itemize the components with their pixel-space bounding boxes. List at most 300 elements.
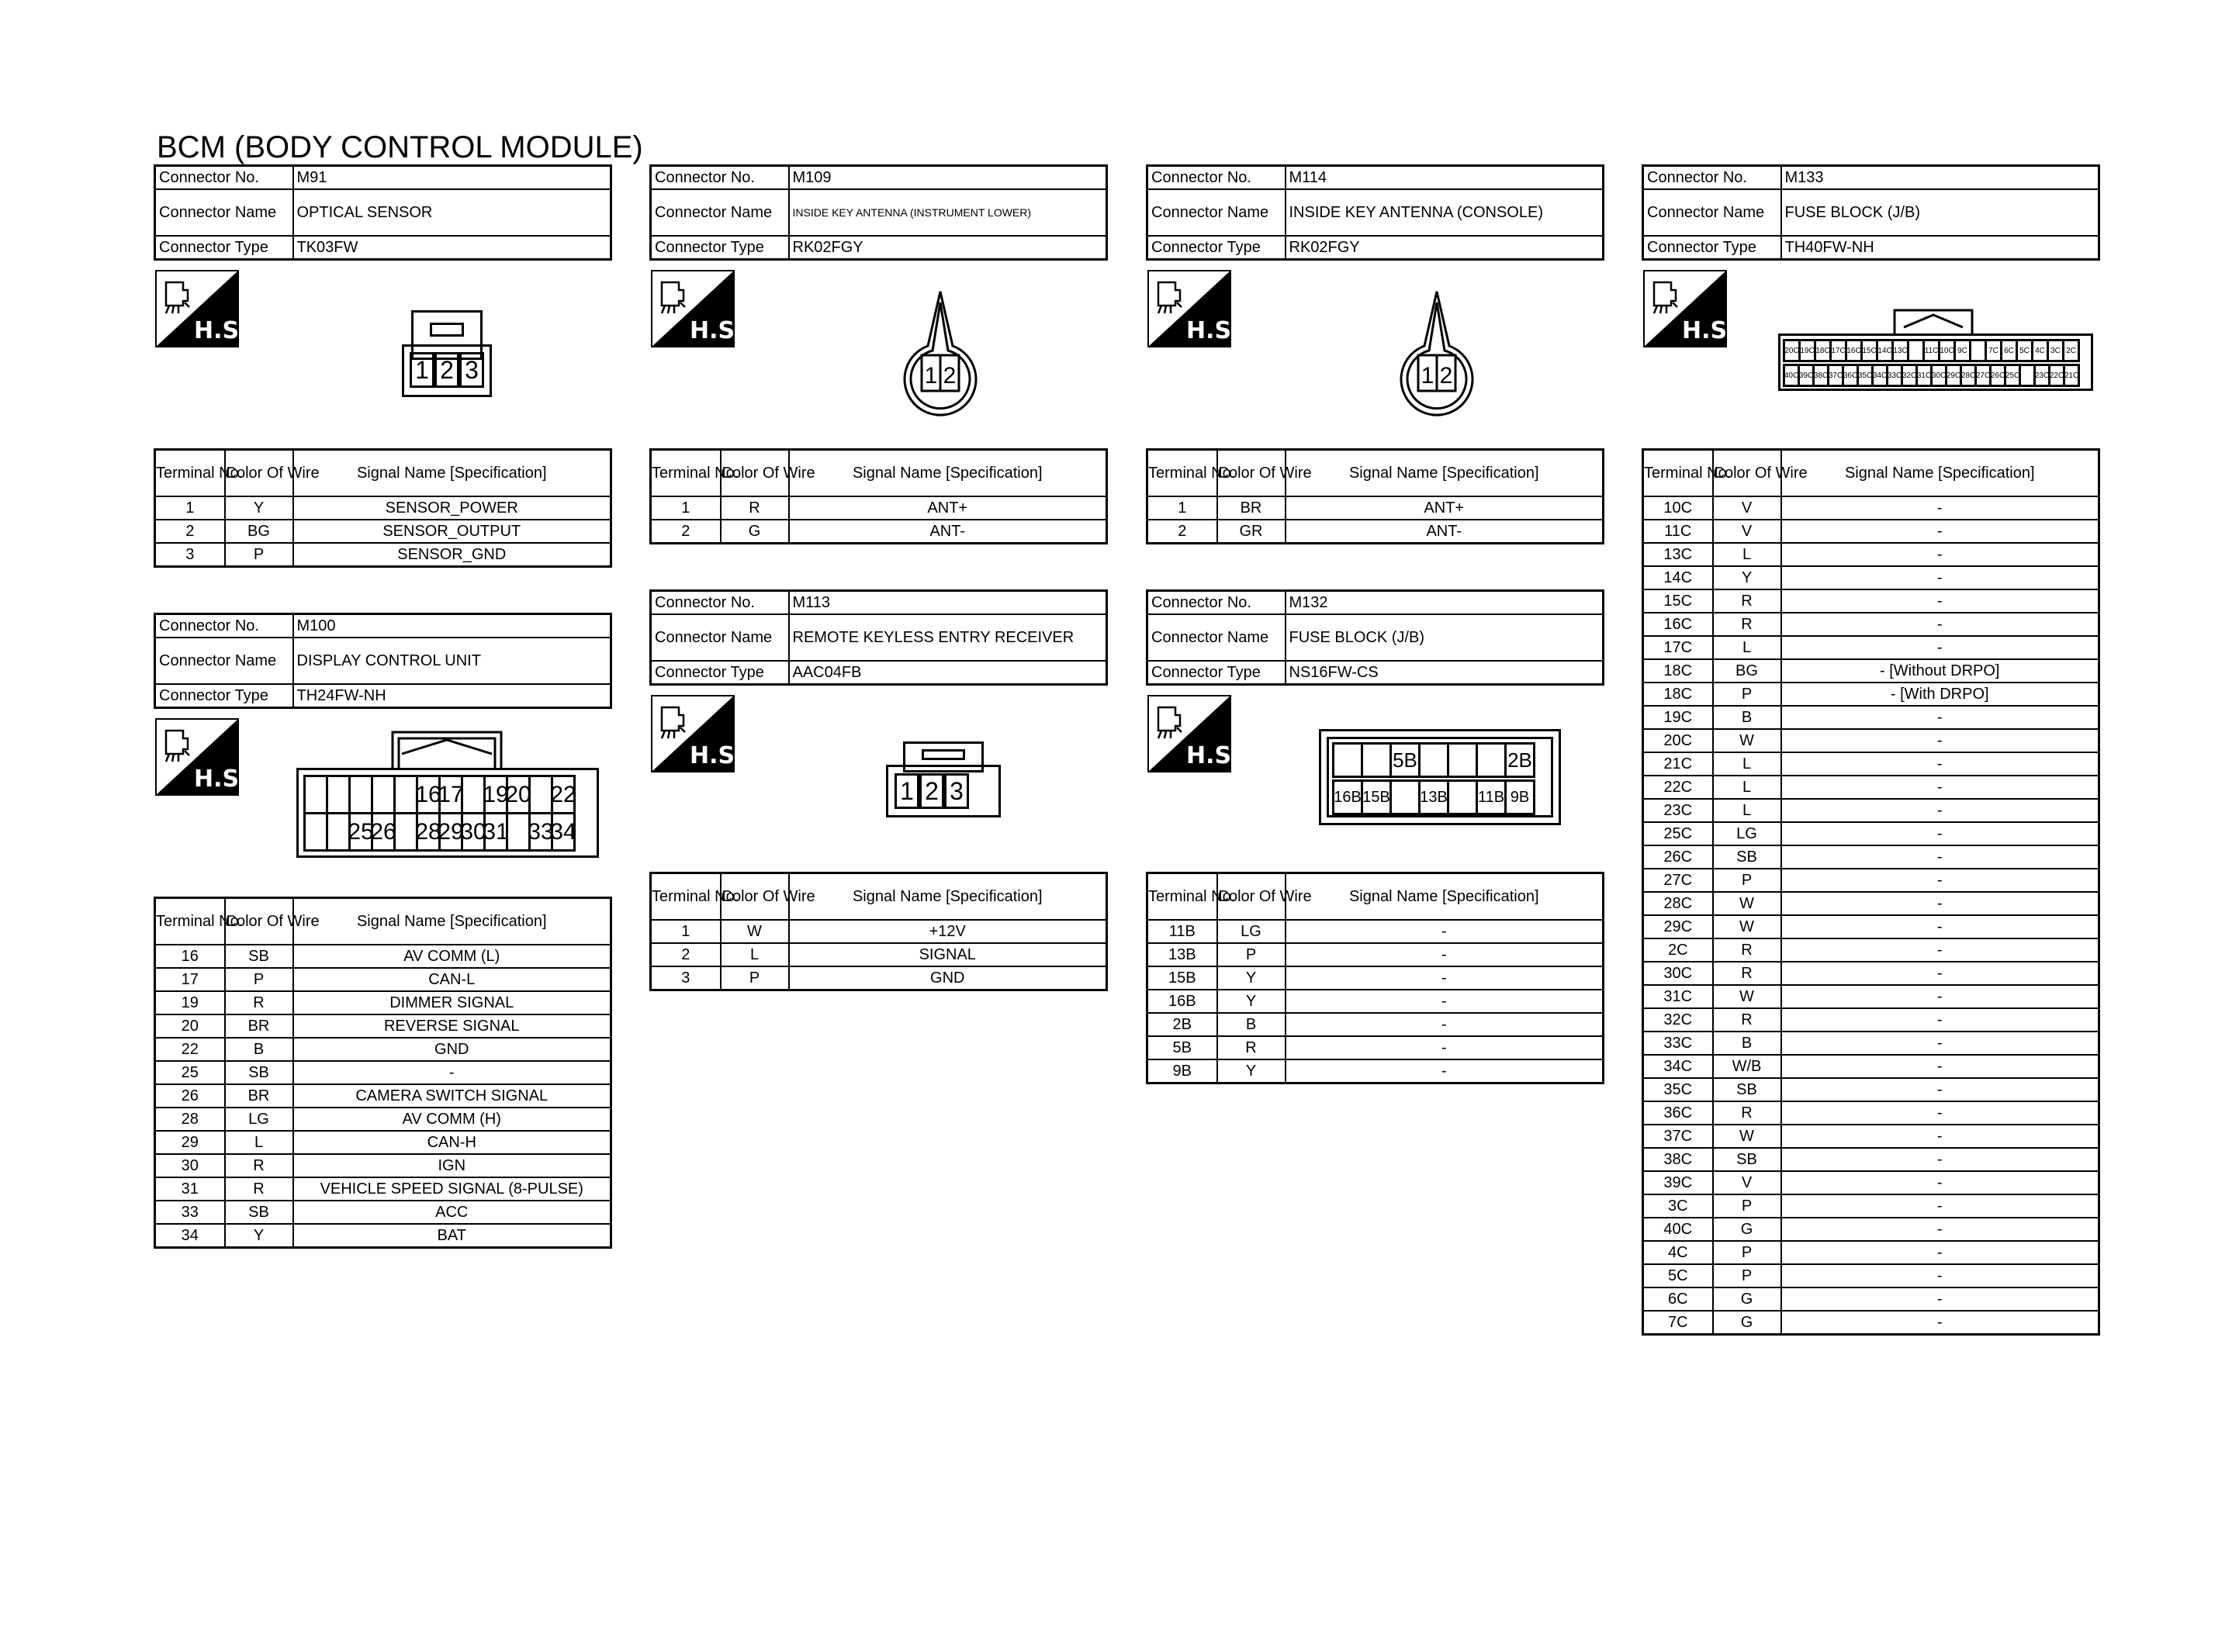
terminal-table-m114: [1146, 448, 1604, 544]
table-row: [155, 1014, 611, 1038]
cell: 3: [155, 543, 225, 567]
pin-cell: 13C: [1891, 339, 1909, 362]
pin-cell: 25: [348, 812, 373, 852]
cell: B: [1713, 1032, 1781, 1055]
pin-cell: 26C: [1989, 364, 2006, 387]
connector-m113-info: [649, 589, 1108, 686]
pin-1: 1: [924, 363, 938, 389]
label-connector-name: Connector Name: [1147, 614, 1286, 661]
cell: LG: [1713, 822, 1781, 845]
cell: 2: [155, 520, 225, 543]
table-row: [1643, 869, 2099, 892]
cell: 1: [155, 496, 225, 520]
pin-cell: [303, 812, 328, 852]
cell: -: [1781, 938, 2099, 962]
cell: -: [1781, 1194, 2099, 1218]
table-row: [1643, 915, 2099, 938]
cell: SIGNAL: [789, 943, 1107, 966]
cell: P: [1713, 1241, 1781, 1264]
cell: SENSOR_POWER: [293, 496, 611, 520]
label-connector-name: Connector Name: [1147, 189, 1286, 236]
cell: 29C: [1643, 915, 1713, 938]
table-row: [1643, 589, 2099, 613]
cell: -: [1781, 729, 2099, 752]
table-row: [1643, 1171, 2099, 1194]
cell: -: [1781, 1055, 2099, 1078]
cell: R: [225, 991, 293, 1014]
cell: 11C: [1643, 520, 1713, 543]
label-connector-no: Connector No.: [155, 614, 293, 638]
cell: -: [1781, 613, 2099, 636]
pin-1: 1: [1421, 363, 1434, 389]
cell: V: [1713, 1171, 1781, 1194]
pin-cell: 37C: [1827, 364, 1844, 387]
harness-side-icon: [1643, 270, 1736, 347]
cell: V: [1713, 496, 1781, 520]
pin-cell: 28C: [1960, 364, 1977, 387]
table-row: [651, 496, 1107, 520]
table-row: [1643, 1311, 2099, 1335]
cell: -: [1781, 1125, 2099, 1148]
cell: 1: [651, 496, 721, 520]
cell: SB: [225, 1061, 293, 1084]
connector-m100-info: [154, 613, 612, 709]
cell: -: [1781, 845, 2099, 869]
cell: 19C: [1643, 706, 1713, 729]
cell: L: [1713, 636, 1781, 659]
connector-latch: [296, 731, 599, 769]
pin-cell: 32C: [1901, 364, 1918, 387]
cell: BG: [1713, 659, 1781, 683]
table-row: [1643, 496, 2099, 520]
terminal-table-m100: [154, 897, 612, 1249]
cell: P: [1713, 1194, 1781, 1218]
cell: 20C: [1643, 729, 1713, 752]
label-connector-name: Connector Name: [651, 189, 789, 236]
label-connector-type: Connector Type: [651, 236, 789, 260]
connector-type: TK03FW: [293, 236, 611, 260]
cell: G: [1713, 1287, 1781, 1311]
cell: -: [1286, 1036, 1604, 1059]
pin-cell: 39C: [1798, 364, 1815, 387]
cell: L: [1713, 799, 1781, 822]
cell: Y: [1217, 966, 1286, 990]
cell: L: [1713, 752, 1781, 776]
cell: BR: [225, 1084, 293, 1108]
cell: 36C: [1643, 1101, 1713, 1125]
cell: 21C: [1643, 752, 1713, 776]
cell: -: [1286, 920, 1604, 943]
table-row: [1643, 985, 2099, 1008]
cell: 39C: [1643, 1171, 1713, 1194]
cell: 17C: [1643, 636, 1713, 659]
cell: P: [225, 968, 293, 991]
connector-name: FUSE BLOCK (J/B): [1286, 614, 1604, 661]
pin-cell: [393, 812, 418, 852]
connector-no: M114: [1286, 166, 1604, 190]
connector-name: DISPLAY CONTROL UNIT: [293, 638, 611, 684]
cell: P: [1217, 943, 1286, 966]
pin-cell: [506, 812, 531, 852]
table-row: [1643, 566, 2099, 589]
table-row: [155, 1131, 611, 1154]
table-row: [1643, 636, 2099, 659]
table-row: [1643, 659, 2099, 683]
cell: 40C: [1643, 1218, 1713, 1241]
pin-cell: 17: [438, 775, 463, 814]
hs-label: H.S.: [690, 317, 744, 344]
cell: -: [1781, 1148, 2099, 1171]
cell: -: [1781, 1101, 2099, 1125]
cell: P: [225, 543, 293, 567]
cell: -: [1781, 962, 2099, 985]
table-row: [155, 991, 611, 1014]
cell: 35C: [1643, 1078, 1713, 1101]
pin-cell: [1447, 779, 1478, 815]
header-terminal: Terminal No.: [1147, 450, 1217, 497]
pin-cell: [326, 812, 351, 852]
table-row: [1643, 706, 2099, 729]
pin-3: 3: [944, 773, 969, 809]
cell: -: [1781, 752, 2099, 776]
connector-type: RK02FGY: [789, 236, 1107, 260]
table-row: [155, 945, 611, 968]
cell: -: [1781, 776, 2099, 799]
pin-cell: 33C: [1886, 364, 1903, 387]
connector-name: OPTICAL SENSOR: [293, 189, 611, 236]
cell: SENSOR_GND: [293, 543, 611, 567]
cell: -: [1781, 869, 2099, 892]
pin-cell: 27C: [1974, 364, 1992, 387]
pin-cell: 19: [483, 775, 508, 814]
cell: 2: [651, 943, 721, 966]
table-row: [1643, 683, 2099, 706]
table-row: [1643, 799, 2099, 822]
pin-cell: 13B: [1418, 779, 1449, 815]
cell: P: [1713, 869, 1781, 892]
cell: BR: [225, 1014, 293, 1038]
pin-cell: 25C: [2004, 364, 2021, 387]
cell: Y: [1713, 566, 1781, 589]
cell: 16B: [1147, 990, 1217, 1013]
cell: -: [293, 1061, 611, 1084]
cell: W: [1713, 729, 1781, 752]
cell: R: [225, 1154, 293, 1177]
cell: W: [1713, 1125, 1781, 1148]
cell: BG: [225, 520, 293, 543]
harness-side-icon: [1147, 695, 1241, 772]
cell: 18C: [1643, 683, 1713, 706]
pin-cell: 22: [551, 775, 576, 814]
connector-m91-face: [402, 310, 492, 397]
connector-name: INSIDE KEY ANTENNA (CONSOLE): [1286, 189, 1604, 236]
connector-m132-face: [1319, 729, 1561, 825]
header-signal: Signal Name [Specification]: [1286, 873, 1604, 921]
table-row: [155, 520, 611, 543]
pin-cell: 17C: [1829, 339, 1847, 362]
cell: -: [1781, 589, 2099, 613]
connector-latch: [1778, 309, 2093, 337]
cell: 4C: [1643, 1241, 1713, 1264]
cell: R: [1713, 613, 1781, 636]
table-row: [1643, 1148, 2099, 1171]
connector-type: NS16FW-CS: [1286, 661, 1604, 685]
table-row: [1643, 1194, 2099, 1218]
cell: -: [1781, 1287, 2099, 1311]
hs-label: H.S.: [1682, 317, 1736, 344]
pin-cell: 4C: [2031, 339, 2049, 362]
cell: 19: [155, 991, 225, 1014]
table-row: [155, 1061, 611, 1084]
cell: R: [1713, 938, 1781, 962]
header-signal: Signal Name [Specification]: [293, 450, 611, 497]
cell: GND: [789, 966, 1107, 990]
cell: R: [1713, 1008, 1781, 1032]
connector-name: INSIDE KEY ANTENNA (INSTRUMENT LOWER): [789, 189, 1107, 236]
header-signal: Signal Name [Specification]: [789, 450, 1107, 497]
cell: 16C: [1643, 613, 1713, 636]
header-signal: Signal Name [Specification]: [1781, 450, 2099, 497]
label-connector-no: Connector No.: [1147, 166, 1286, 190]
cell: -: [1781, 706, 2099, 729]
cell: -: [1781, 1008, 2099, 1032]
table-row: [155, 968, 611, 991]
cell: 3C: [1643, 1194, 1713, 1218]
hs-label: H.S.: [690, 742, 744, 769]
connector-type: RK02FGY: [1286, 236, 1604, 260]
pin-cell: 14C: [1876, 339, 1894, 362]
cell: -: [1286, 990, 1604, 1013]
pin-cell: 15B: [1361, 779, 1392, 815]
cell: 10C: [1643, 496, 1713, 520]
cell: AV COMM (L): [293, 945, 611, 968]
table-row: [1643, 845, 2099, 869]
cell: LG: [225, 1108, 293, 1131]
connector-m109-info: [649, 164, 1108, 261]
pin-cell: 7C: [1985, 339, 2002, 362]
table-row: [155, 1038, 611, 1061]
header-terminal: Terminal No.: [651, 873, 721, 921]
pin-cell: 36C: [1842, 364, 1859, 387]
pin-cell: 3C: [2047, 339, 2064, 362]
header-color: Color Of Wire: [1713, 450, 1781, 497]
connector-m133-face: [1778, 309, 2093, 391]
cell: 15B: [1147, 966, 1217, 990]
pin-cell: [461, 775, 486, 814]
header-color: Color Of Wire: [1217, 450, 1286, 497]
cell: 34C: [1643, 1055, 1713, 1078]
cell: -: [1781, 1032, 2099, 1055]
table-row: [1147, 1036, 1604, 1059]
pin-cell: [1418, 742, 1449, 778]
cell: 15C: [1643, 589, 1713, 613]
cell: SB: [1713, 1148, 1781, 1171]
antenna-connector-shape: [901, 289, 979, 402]
cell: 14C: [1643, 566, 1713, 589]
page-title: BCM (BODY CONTROL MODULE): [157, 130, 643, 164]
label-connector-no: Connector No.: [651, 591, 789, 615]
cell: SB: [1713, 1078, 1781, 1101]
connector-no: M132: [1286, 591, 1604, 615]
cell: CAN-L: [293, 968, 611, 991]
table-row: [155, 496, 611, 520]
label-connector-type: Connector Type: [651, 661, 789, 685]
cell: 5B: [1147, 1036, 1217, 1059]
cell: -: [1781, 1078, 2099, 1101]
cell: IGN: [293, 1154, 611, 1177]
cell: 18C: [1643, 659, 1713, 683]
cell: R: [1713, 1101, 1781, 1125]
table-row: [651, 943, 1107, 966]
cell: 28C: [1643, 892, 1713, 915]
pin-cell: 18C: [1814, 339, 1832, 362]
label-connector-no: Connector No.: [1147, 591, 1286, 615]
pin-cell: 19C: [1798, 339, 1816, 362]
table-row: [155, 1084, 611, 1108]
cell: 31C: [1643, 985, 1713, 1008]
connector-no: M113: [789, 591, 1107, 615]
pin-cell: 22C: [2048, 364, 2065, 387]
cell: 38C: [1643, 1148, 1713, 1171]
connector-name: FUSE BLOCK (J/B): [1781, 189, 2099, 236]
cell: P: [1713, 683, 1781, 706]
cell: 37C: [1643, 1125, 1713, 1148]
header-signal: Signal Name [Specification]: [789, 873, 1107, 921]
hs-label: H.S.: [194, 766, 248, 793]
cell: 20: [155, 1014, 225, 1038]
pin-cell: 2C: [2062, 339, 2080, 362]
pin-cell: [1447, 742, 1478, 778]
cell: ACC: [293, 1201, 611, 1224]
pin-cell: 40C: [1783, 364, 1800, 387]
pin-2: 2: [1439, 363, 1453, 389]
cell: 3: [651, 966, 721, 990]
cell: -: [1781, 822, 2099, 845]
label-connector-no: Connector No.: [651, 166, 789, 190]
table-row: [1147, 1013, 1604, 1036]
connector-m133-info: [1642, 164, 2100, 261]
table-row: [1147, 920, 1604, 943]
connector-no: M133: [1781, 166, 2099, 190]
header-terminal: Terminal No.: [155, 898, 225, 945]
cell: 22C: [1643, 776, 1713, 799]
pin-cell: 11C: [1922, 339, 1940, 362]
cell: 11B: [1147, 920, 1217, 943]
cell: -: [1781, 496, 2099, 520]
cell: -: [1781, 1171, 2099, 1194]
pin-cell: 28: [416, 812, 441, 852]
cell: 2B: [1147, 1013, 1217, 1036]
cell: REVERSE SIGNAL: [293, 1014, 611, 1038]
cell: LG: [1217, 920, 1286, 943]
cell: Y: [1217, 990, 1286, 1013]
label-connector-name: Connector Name: [1643, 189, 1781, 236]
cell: BR: [1217, 496, 1286, 520]
pin-cell: 9B: [1504, 779, 1535, 815]
pin-1: 1: [410, 352, 434, 388]
header-signal: Signal Name [Specification]: [1286, 450, 1604, 497]
table-row: [155, 1154, 611, 1177]
cell: R: [721, 496, 789, 520]
pin-cell: 5C: [2016, 339, 2033, 362]
cell: -: [1781, 636, 2099, 659]
antenna-connector-shape: [1398, 289, 1476, 402]
header-color: Color Of Wire: [1217, 873, 1286, 921]
cell: -: [1781, 892, 2099, 915]
cell: ANT-: [789, 520, 1107, 544]
pin-2: 2: [943, 363, 957, 389]
cell: 2: [651, 520, 721, 544]
cell: 25: [155, 1061, 225, 1084]
label-connector-type: Connector Type: [1147, 236, 1286, 260]
pin-cell: 16B: [1332, 779, 1363, 815]
connector-no: M109: [789, 166, 1107, 190]
pin-cell: [528, 775, 553, 814]
cell: 9B: [1147, 1059, 1217, 1083]
table-row: [1643, 1287, 2099, 1311]
cell: L: [225, 1131, 293, 1154]
pin-cell: 16: [416, 775, 441, 814]
pin-cell: 21C: [2063, 364, 2080, 387]
pin-2: 2: [434, 352, 459, 388]
cell: SB: [225, 1201, 293, 1224]
header-color: Color Of Wire: [225, 898, 293, 945]
harness-side-icon: [651, 270, 744, 347]
table-row: [1643, 776, 2099, 799]
table-row: [1147, 1059, 1604, 1083]
pin-cell: 38C: [1812, 364, 1829, 387]
table-row: [1643, 1055, 2099, 1078]
harness-side-icon: [155, 718, 248, 796]
cell: B: [1713, 706, 1781, 729]
cell: 2C: [1643, 938, 1713, 962]
pin-cell: 30: [461, 812, 486, 852]
pin-cell: [1332, 742, 1363, 778]
terminal-table-m132: [1146, 872, 1604, 1084]
table-row: [1643, 1241, 2099, 1264]
pin-cell: 2B: [1504, 742, 1535, 778]
cell: SENSOR_OUTPUT: [293, 520, 611, 543]
cell: R: [1713, 962, 1781, 985]
label-connector-type: Connector Type: [155, 684, 293, 708]
cell: 32C: [1643, 1008, 1713, 1032]
pin-cell: [348, 775, 373, 814]
pin-cell: 16C: [1845, 339, 1863, 362]
cell: 25C: [1643, 822, 1713, 845]
cell: -: [1286, 943, 1604, 966]
harness-side-icon: [155, 270, 248, 347]
cell: G: [1713, 1218, 1781, 1241]
cell: V: [1713, 520, 1781, 543]
cell: -: [1781, 1218, 2099, 1241]
cell: 30: [155, 1154, 225, 1177]
cell: R: [225, 1177, 293, 1201]
table-row: [1147, 966, 1604, 990]
cell: W: [721, 920, 789, 943]
connector-m113-face: [886, 741, 1001, 817]
cell: G: [1713, 1311, 1781, 1335]
cell: R: [1217, 1036, 1286, 1059]
pin-cell: [371, 775, 396, 814]
cell: 26: [155, 1084, 225, 1108]
pin-cell: 23C: [2033, 364, 2050, 387]
cell: Y: [225, 496, 293, 520]
pin-cell: 15C: [1860, 339, 1878, 362]
cell: 31: [155, 1177, 225, 1201]
hs-label: H.S.: [1186, 742, 1241, 769]
cell: -: [1286, 966, 1604, 990]
table-row: [1643, 962, 2099, 985]
